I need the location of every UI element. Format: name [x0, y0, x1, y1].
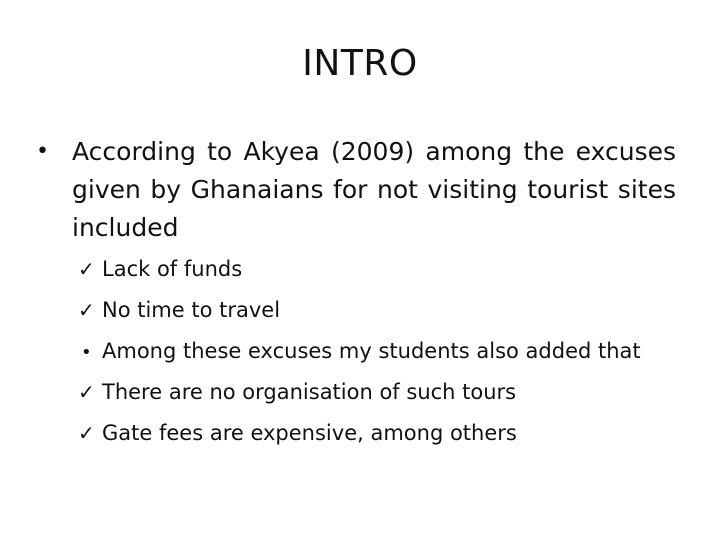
- bullet-dot-icon: •: [81, 342, 92, 363]
- check-icon: ✓: [78, 298, 95, 322]
- sub-bullet-text: Among these excuses my students also added that: [102, 339, 641, 363]
- main-bullet: [36, 133, 676, 247]
- check-icon: ✓: [78, 421, 95, 445]
- sub-bullet-item: [78, 334, 698, 375]
- sub-bullet-text: Lack of funds: [102, 257, 243, 281]
- slide-title: INTRO: [302, 43, 418, 84]
- sub-bullet-item: [78, 416, 698, 457]
- sub-bullet-item: [78, 252, 698, 293]
- sub-bullet-text: No time to travel: [102, 298, 281, 322]
- sub-bullet-item: [78, 293, 698, 334]
- bullet-dot-icon: •: [36, 139, 49, 164]
- sub-bullet-text: Gate fees are expensive, among others: [102, 421, 517, 445]
- check-icon: ✓: [78, 380, 95, 404]
- sub-bullet-list: [78, 252, 698, 457]
- sub-bullet-text: There are no organisation of such tours: [102, 380, 517, 404]
- check-icon: ✓: [78, 257, 95, 281]
- sub-bullet-item: [78, 375, 698, 416]
- main-bullet-text: According to Akyea (2009) among the excuses given by Ghanaians for not visiting tourist sites included: [72, 137, 676, 242]
